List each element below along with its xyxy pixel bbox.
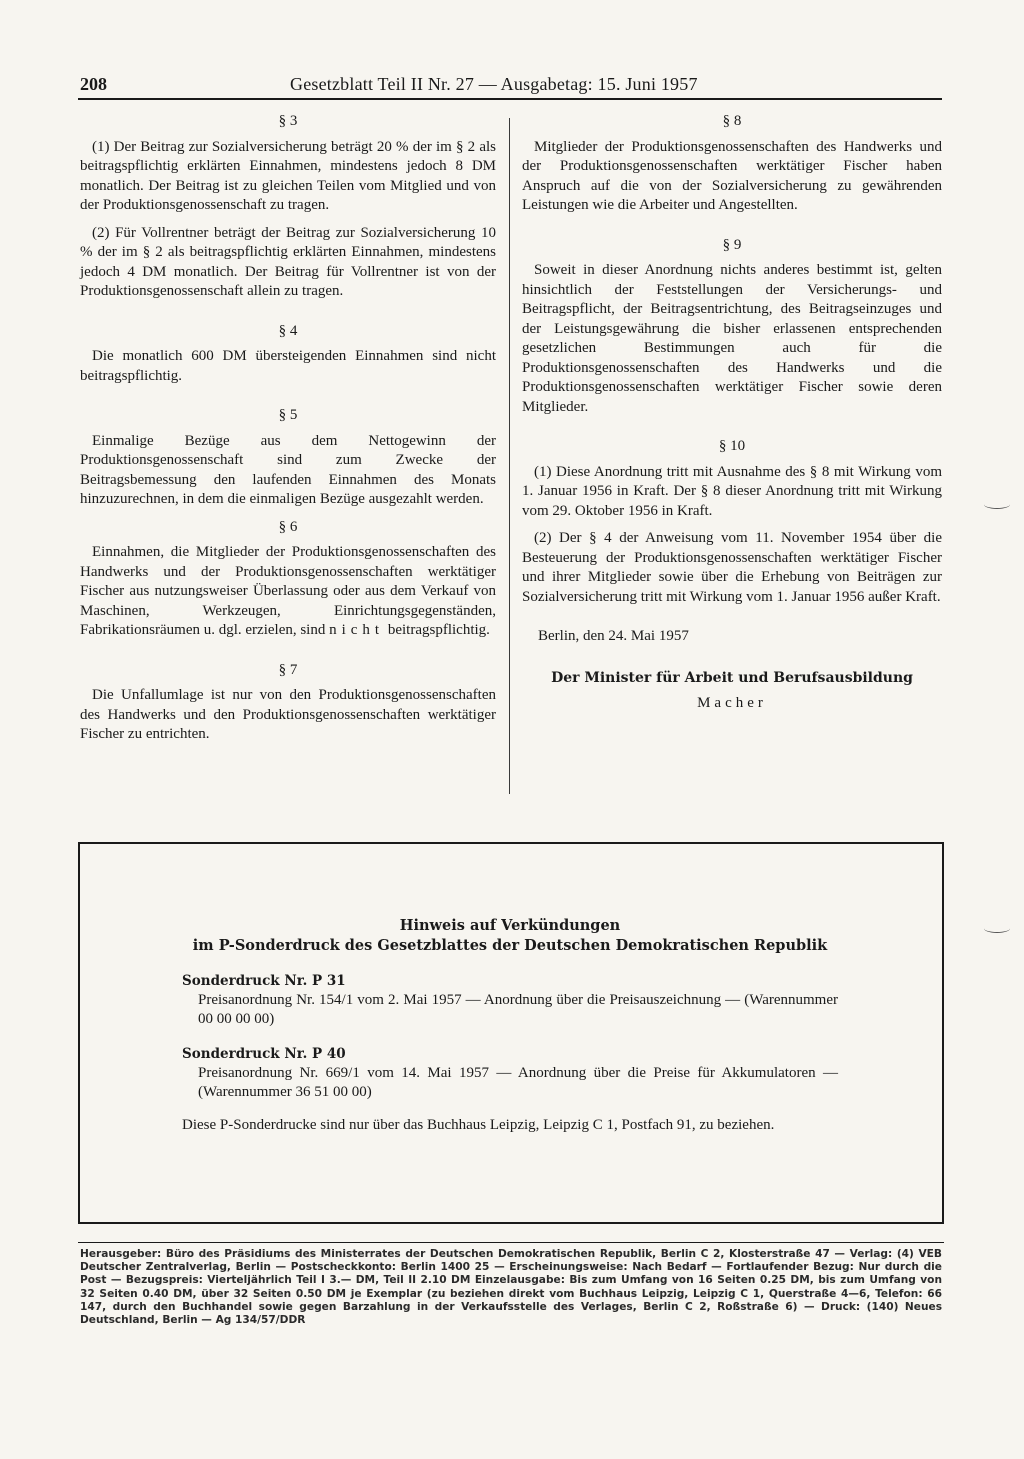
margin-mark [984,500,1010,509]
left-column [80,112,496,745]
section-8-paragraph: Mitglieder der Produktionsgenossenschaften des Handwerks und der Produktionsgenossenschaften werktätiger Fischer haben Anspruch auf die von der Sozialversicherung zu gewährenden Leistungen wie die Arbeiter und Angestellten. [522,138,942,213]
section-10-paragraph-1: (1) Diese Anordnung tritt mit Ausnahme des § 8 mit Wirkung vom 1. Januar 1956 in Kraft. Der § 8 dieser Anordnung tritt mit Wirkung vom 29. Oktober 1956 in Kraft. [522,463,942,519]
notice-item-label: Sonderdruck Nr. P 31 [182,973,346,989]
section-heading-6: § 6 [278,518,298,535]
section-6-paragraph [80,543,496,641]
section-6-spaced-word: nicht [329,622,385,638]
section-3-paragraph-2: (2) Für Vollrentner beträgt der Beitrag zur Sozialversicherung 10 % der im § 2 als beitragspflichtig erklärten Einnahmen, mindestens jedoch 4 DM monatlich. Der Beitrag für Vollrentner ist von der Produktionsgenossenschaft allein zu tragen. [80,224,496,299]
imprint: Herausgeber: Büro des Präsidiums des Ministerrates der Deutschen Demokratischen Republik, Berlin C 2, Klosterstraße 47 — Verlag: (4) VEB Deutscher Zentralverlag, Berlin — Postscheckkonto: Berlin 1400 25 — Erscheinungsweise: Nach Bedarf — Fortlaufender Bezug: Nur durch die Post — Bezugspreis: Vierteljährlich Teil I 3.— DM, Teil II 2.10 DM Einzelausgabe: Bis zum Umfang von 16 Seiten 0.25 DM, bis zum Umfang von 32 Seiten 0.40 DM, über 32 Seiten 0.50 DM je Exemplar (zu beziehen direkt vom Buchhaus Leipzig, Leipzig C 1, Querstraße 4—6, Telefon: 66 147, durch den Buchhandel sowie gegen Barzahlung in der Verkaufsstelle des Verlages, Berlin C 2, Roßstraße 6) — Druck: (140) Neues Deutschland, Berlin — Ag 134/57/DDR [80,1248,942,1327]
section-5-paragraph: Einmalige Bezüge aus dem Nettogewinn der Produktionsgenossenschaft sind zum Zwecke der Beitragsbemessung den laufenden Einnahmen des Monats hinzuzurechnen, in dem die einmaligen Bezüge ausgezahlt werden. [80,432,496,507]
notice-box [78,842,944,1224]
notice-title-line-2: im P-Sonderdruck des Gesetzblattes der Deutschen Demokratischen Republik [192,937,828,954]
margin-mark [984,924,1010,933]
section-3-paragraph-1: (1) Der Beitrag zur Sozialversicherung beträgt 20 % der im § 2 als beitragspflichtig erklärten Einnahmen, mindestens jedoch 8 DM monatlich. Der Beitrag ist zu gleichen Teilen vom Mitglied und von der Produktionsgenossenschaft zu tragen. [80,138,496,213]
minister-title: Der Minister für Arbeit und Berufsausbildung [551,669,913,686]
notice-content [182,916,838,1135]
place-date: Berlin, den 24. Mai 1957 [538,628,689,644]
page-header [78,72,942,100]
gazette-header-title: Gesetzblatt Teil II Nr. 27 — Ausgabetag: 15. Juni 1957 [290,74,698,94]
section-heading-8: § 8 [722,113,742,129]
notice-footer: Diese P-Sonderdrucke sind nur über das Buchhaus Leipzig, Leipzig C 1, Postfach 91, zu beziehen. [182,1117,775,1133]
section-heading-5: § 5 [278,407,298,423]
section-7-paragraph: Die Unfallumlage ist nur von den Produktionsgenossenschaften des Handwerks und den Produktionsgenossenschaften werktätiger Fischer zu entrichten. [80,687,496,742]
section-heading-7: § 7 [278,661,298,678]
section-10-paragraph-2: (2) Der § 4 der Anweisung vom 11. November 1954 über die Besteuerung der Produktionsgenossenschaften werktätiger Fischer und ihrer Mitglieder sowie über die Erhebung von Beiträgen zur Sozialversicherung tritt mit Wirkung vom 1. Januar 1956 außer Kraft. [522,530,942,605]
section-heading-9: § 9 [722,236,742,253]
imprint-rule [78,1242,944,1243]
notice-item-text: Preisanordnung Nr. 669/1 vom 14. Mai 1957 — Anordnung über die Preise für Akkumulatoren — (Warennummer 36 51 00 00) [198,1065,838,1100]
notice-item-text: Preisanordnung Nr. 154/1 vom 2. Mai 1957 — Anordnung über die Preisauszeichnung — (Warennummer 00 00 00 00) [198,992,838,1027]
right-column [522,112,942,714]
page-number: 208 [80,74,107,94]
notice-item-label: Sonderdruck Nr. P 40 [182,1046,346,1062]
section-heading-4: § 4 [278,322,298,339]
section-9-paragraph: Soweit in dieser Anordnung nichts anderes bestimmt ist, gelten hinsichtlich der Feststellungen der Versicherungs- und Beitragspflicht, der Beitragsentrichtung, des Beitragseinzuges und der Leistungsgewährung die bisher erlassenen entsprechenden gesetzlichen Bestimmungen auch für die Produktionsgenossenschaften des Handwerks und die Produktionsgenossenschaften werktätiger Fischer sowie deren Mitglieder. [522,262,942,415]
section-6-text-after: beitragspflichtig. [387,622,490,638]
section-6-text-before: Einnahmen, die Mitglieder der Produktionsgenossenschaften des Handwerks und der Produktionsgenossenschaften werktätiger Fischer aus nutzungsweiser Überlassung oder aus dem Verkauf von Maschinen, Werkzeugen, Einrichtungsgegenständen, Fabrikationsräumen u. dgl. erzielen, sind [80,544,496,638]
section-heading-3: § 3 [278,113,298,129]
notice-title-line-1: Hinweis auf Verkündungen [399,917,621,934]
minister-name: Macher [697,695,767,711]
section-heading-10: § 10 [718,438,746,454]
section-4-paragraph: Die monatlich 600 DM übersteigenden Einnahmen sind nicht beitragspflichtig. [80,348,496,384]
column-divider [509,118,510,794]
